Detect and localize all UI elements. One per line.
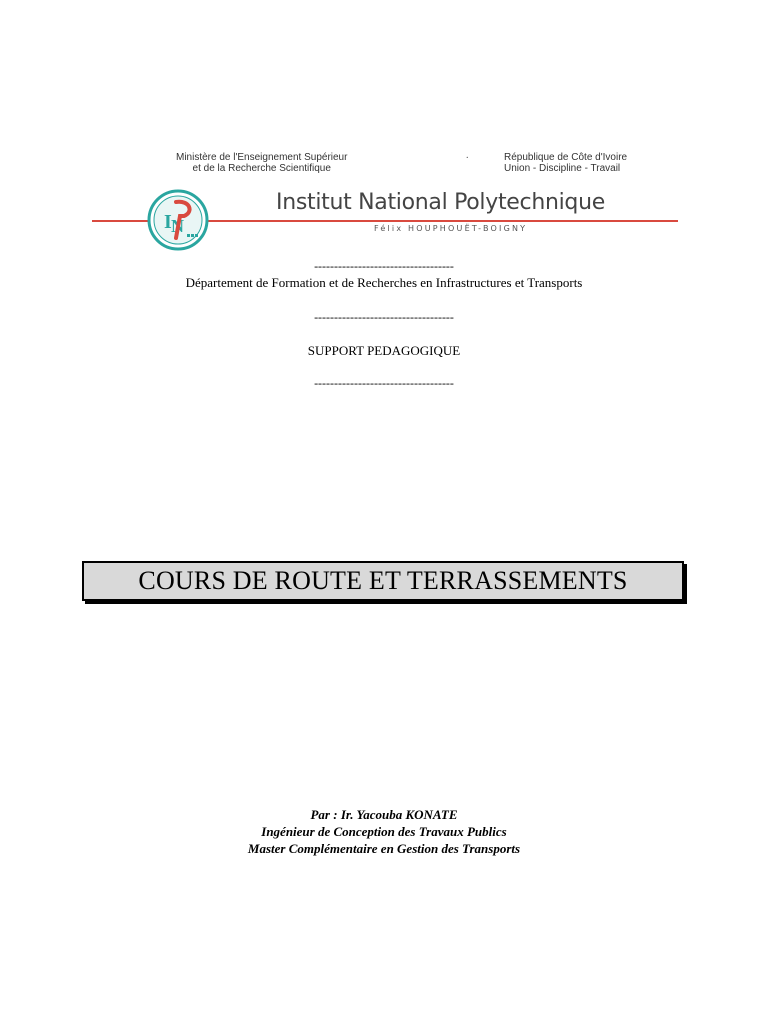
svg-text:I: I — [164, 211, 172, 233]
dash-separator-1: ----------------------------------- — [314, 259, 454, 273]
republic-text — [504, 152, 627, 174]
author-block — [0, 806, 768, 857]
support-label: SUPPORT PEDAGOGIQUE — [307, 343, 461, 358]
republic-line-1: République de Côte d'Ivoire — [504, 152, 628, 163]
course-title-box — [82, 561, 684, 601]
course-title: COURS DE ROUTE ET TERRASSEMENTS — [138, 566, 628, 595]
dash-separator-3: ----------------------------------- — [314, 376, 454, 390]
letterhead — [92, 148, 678, 248]
separator-dot: . — [466, 150, 469, 161]
svg-text:N: N — [171, 216, 184, 236]
ministry-text — [176, 152, 347, 174]
author-title: Ingénieur de Conception des Travaux Publics — [261, 824, 507, 839]
department-name: Département de Formation et de Recherches en Infrastructures et Transports — [185, 275, 583, 290]
republic-line-2: Union - Discipline - Travail — [504, 163, 621, 174]
ministry-line-2: et de la Recherche Scientifique — [192, 163, 331, 174]
institute-name: Institut National Polytechnique — [276, 190, 605, 215]
author-name: Par : Ir. Yacouba KONATE — [310, 807, 458, 822]
institute-subname: Félix HOUPHOUËT-BOIGNY — [374, 224, 528, 233]
dash-separator-2: ----------------------------------- — [314, 310, 454, 324]
ministry-line-1: Ministère de l'Enseignement Supérieur — [176, 152, 348, 163]
author-degree: Master Complémentaire en Gestion des Transports — [247, 841, 521, 856]
inp-logo — [146, 188, 210, 252]
